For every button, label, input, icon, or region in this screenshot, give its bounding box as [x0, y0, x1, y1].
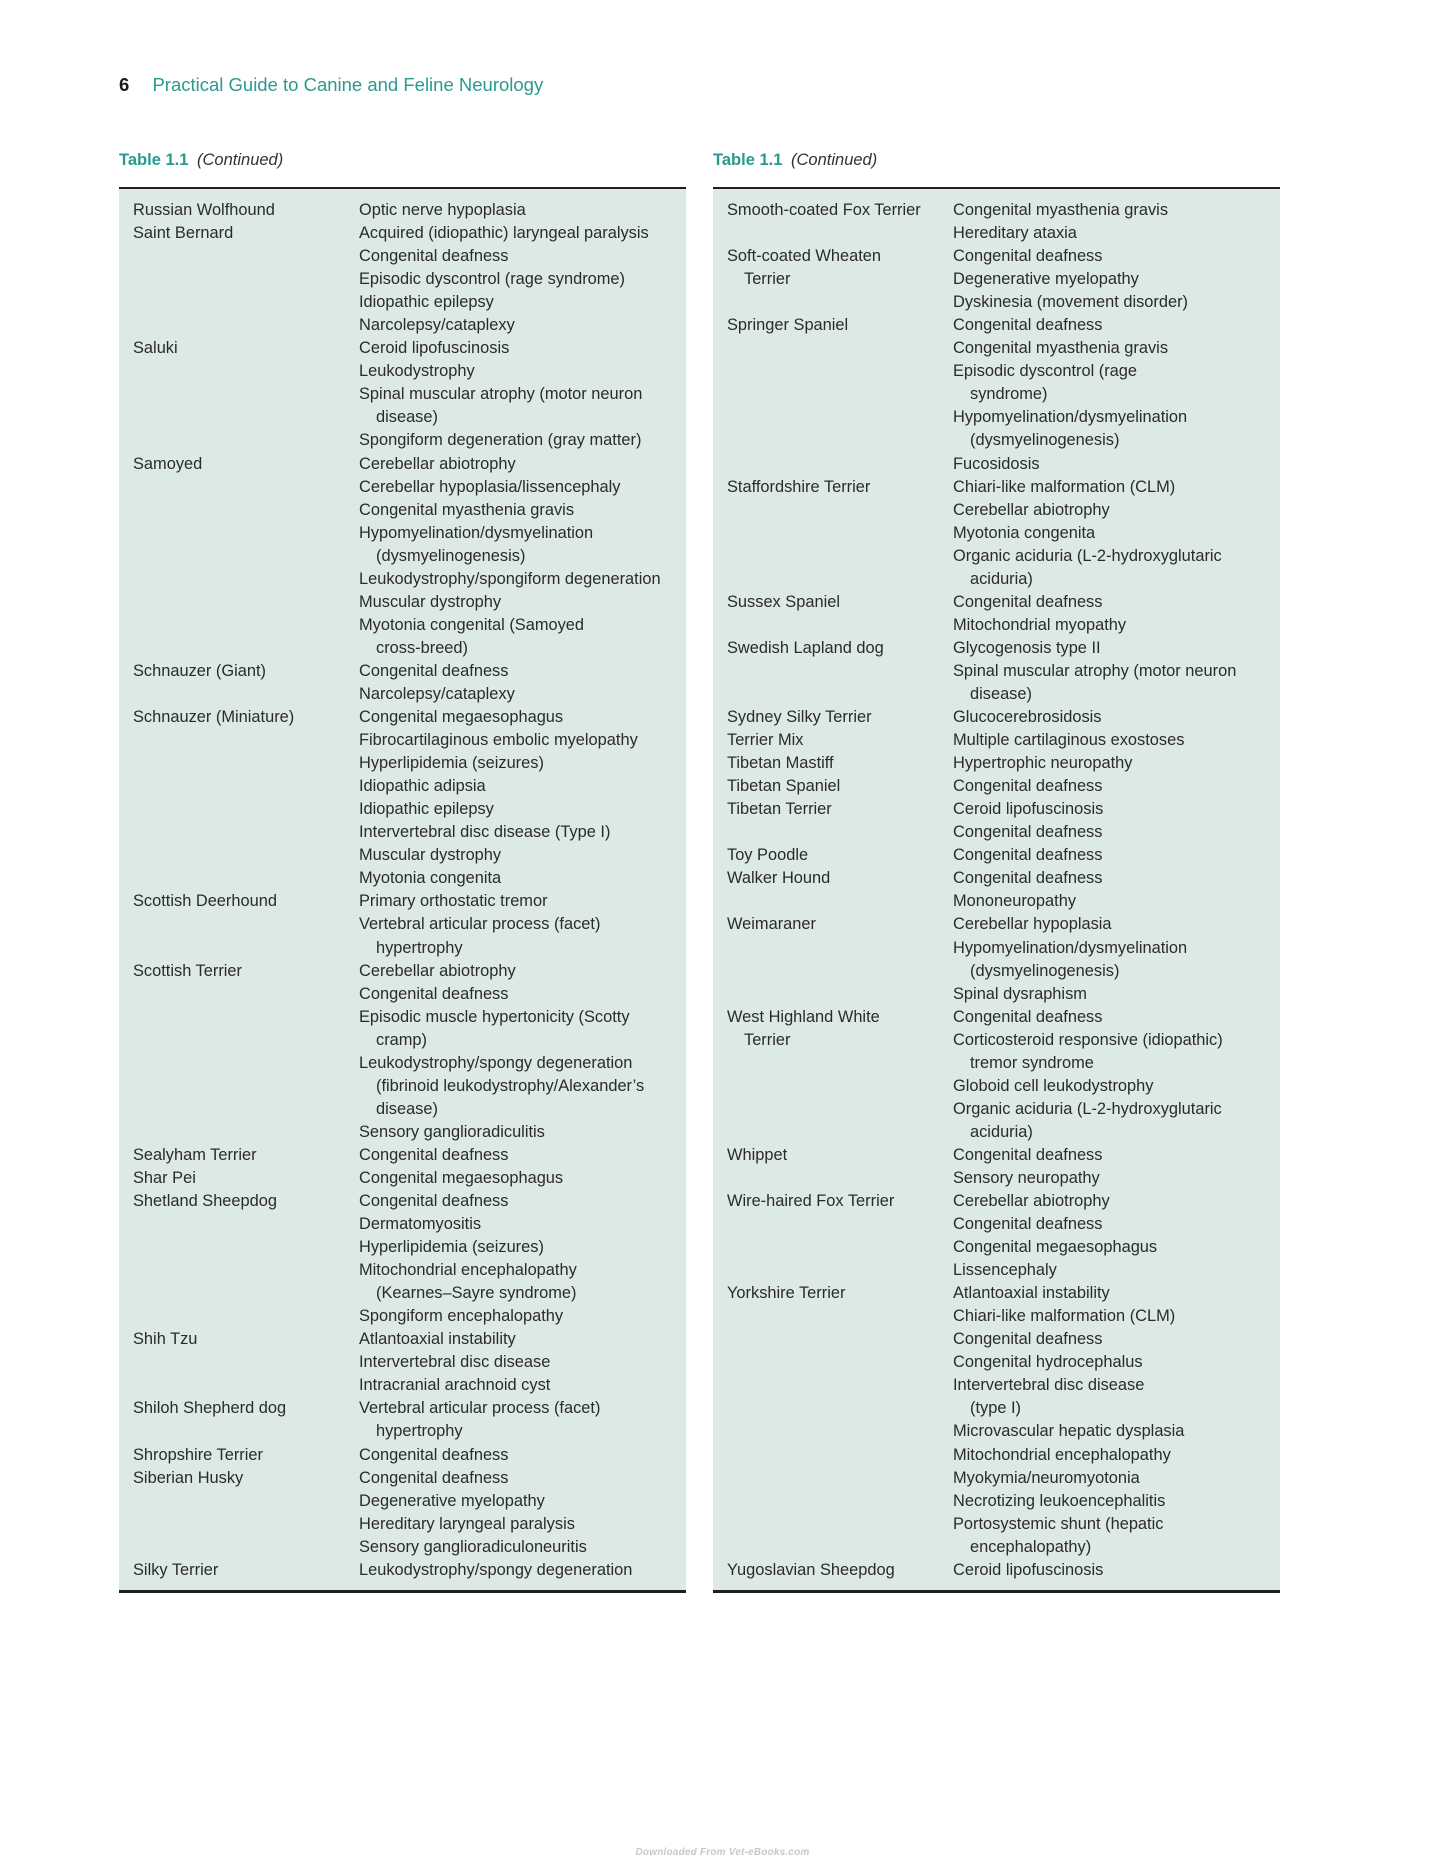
breed-line: Staffordshire Terrier: [727, 477, 871, 496]
disorder-line: Spongiform encephalopathy: [359, 1307, 564, 1326]
table-row: [119, 1190, 686, 1328]
breed-cell: [727, 798, 953, 821]
disorders-cell: [953, 844, 1266, 867]
breed-cell: [727, 245, 953, 291]
breed-cell: [133, 1397, 359, 1420]
disorder-line: (dysmyelinogenesis): [376, 546, 526, 565]
disorder-line: tremor syndrome: [970, 1053, 1094, 1072]
breed-cell: [727, 199, 953, 222]
disorder-line: Mononeuropathy: [953, 892, 1077, 911]
breed-line: Tibetan Spaniel: [727, 777, 841, 796]
breed-line: Walker Hound: [727, 869, 831, 888]
disorder-line: Congenital myasthenia gravis: [953, 201, 1169, 219]
breed-cell: [727, 476, 953, 499]
disorder-line: Organic aciduria (L-2-hydroxyglutaric: [953, 1099, 1222, 1118]
table-row: [119, 199, 686, 222]
breed-cell: [727, 1006, 953, 1052]
disorder-line: Glycogenosis type II: [953, 638, 1101, 657]
disorder-line: Idiopathic epilepsy: [359, 293, 494, 312]
table-row: [713, 1190, 1280, 1282]
table-row: [119, 660, 686, 706]
disorder-line: Hypertrophic neuropathy: [953, 754, 1133, 773]
disorder-line: Lissencephaly: [953, 1261, 1057, 1280]
breed-cell: [133, 199, 359, 222]
disorder-line: Episodic dyscontrol (rage syndrome): [359, 270, 626, 289]
disorder-line: Vertebral articular process (facet): [359, 1399, 601, 1418]
disorder-line: Myotonia congenita: [953, 523, 1096, 542]
disorders-cell: [359, 1467, 672, 1559]
disorders-cell: [953, 775, 1266, 798]
disorder-line: Ceroid lipofuscinosis: [359, 339, 510, 358]
disorder-line: Episodic muscle hypertonicity (Scotty: [359, 1007, 630, 1026]
breed-line: Sealyham Terrier: [133, 1145, 257, 1164]
disorders-cell: [953, 913, 1266, 1005]
disorder-line: Degenerative myelopathy: [953, 270, 1139, 289]
table-row: [119, 1328, 686, 1397]
disorder-line: Intervertebral disc disease: [953, 1376, 1145, 1395]
table-caption-label: Table 1.1: [119, 151, 189, 169]
breed-cell: [133, 706, 359, 729]
disorder-line: Cerebellar abiotrophy: [953, 500, 1110, 519]
breed-line: Schnauzer (Miniature): [133, 708, 295, 727]
breed-cell: [133, 453, 359, 476]
disorder-line: Leukodystrophy/spongy degeneration: [359, 1053, 633, 1072]
disorder-line: Congenital deafness: [359, 1468, 509, 1487]
disorder-line: Ceroid lipofuscinosis: [953, 1560, 1104, 1579]
breed-line: West Highland White: [727, 1007, 880, 1026]
disorders-cell: [953, 1559, 1266, 1582]
table-row: [119, 706, 686, 890]
disorder-line: Dyskinesia (movement disorder): [953, 293, 1189, 312]
disorder-line: Dermatomyositis: [359, 1215, 482, 1234]
disorder-line: Idiopathic adipsia: [359, 777, 486, 796]
breed-cell: [133, 960, 359, 983]
breed-line: Tibetan Mastiff: [727, 754, 834, 773]
disorders-cell: [953, 867, 1266, 913]
breed-cell: [133, 890, 359, 913]
book-title: Practical Guide to Canine and Feline Neurology: [152, 74, 544, 95]
disorder-line: Cerebellar hypoplasia/lissencephaly: [359, 477, 621, 496]
breed-line: Yorkshire Terrier: [727, 1284, 846, 1303]
breed-line: Sydney Silky Terrier: [727, 708, 872, 727]
disorder-line: Hypomyelination/dysmyelination: [953, 938, 1188, 957]
disorder-line: Necrotizing leukoencephalitis: [953, 1491, 1166, 1510]
disorder-line: Degenerative myelopathy: [359, 1491, 545, 1510]
disorder-line: Congenital deafness: [953, 869, 1103, 888]
table-row: [119, 1167, 686, 1190]
disorder-line: Congenital deafness: [953, 1007, 1103, 1026]
table-row: [713, 1559, 1280, 1582]
table-row: [713, 752, 1280, 775]
table-row: [713, 476, 1280, 591]
table-row: [119, 1397, 686, 1443]
disorder-line: Chiari-like malformation (CLM): [953, 477, 1176, 496]
breed-cell: [727, 1190, 953, 1213]
breed-cell: [133, 1559, 359, 1582]
table-caption: [119, 149, 686, 173]
disorders-cell: [953, 1190, 1266, 1282]
breed-line: Scottish Terrier: [133, 961, 243, 980]
disorder-line: Cerebellar hypoplasia: [953, 915, 1112, 934]
breed-cell: [727, 1282, 953, 1305]
disorder-line: Congenital hydrocephalus: [953, 1353, 1143, 1372]
disorder-line: Atlantoaxial instability: [359, 1330, 516, 1349]
disorder-line: Cerebellar abiotrophy: [359, 961, 516, 980]
disorders-cell: [953, 1282, 1266, 1559]
disorders-cell: [953, 729, 1266, 752]
disorder-line: Congenital megaesophagus: [359, 708, 564, 727]
breed-cell: [727, 314, 953, 337]
breed-line: Saluki: [133, 339, 178, 358]
disorder-line: Intervertebral disc disease (Type I): [359, 823, 611, 842]
breed-line: Yugoslavian Sheepdog: [727, 1560, 895, 1579]
disorder-line: Hereditary ataxia: [953, 224, 1077, 243]
disorder-line: Leukodystrophy/spongy degeneration: [359, 1560, 633, 1579]
table-caption: [713, 149, 1280, 173]
disorder-line: Optic nerve hypoplasia: [359, 201, 526, 219]
disorder-line: Myokymia/neuromyotonia: [953, 1468, 1140, 1487]
table-row: [713, 867, 1280, 913]
disorder-line: Cerebellar abiotrophy: [953, 1192, 1110, 1211]
disorders-cell: [359, 1397, 672, 1443]
disorder-line: Glucocerebrosidosis: [953, 708, 1102, 727]
disorders-cell: [359, 890, 672, 959]
disorder-line: Episodic dyscontrol (rage: [953, 362, 1138, 381]
table-row: [713, 199, 1280, 245]
breed-cell: [727, 867, 953, 890]
disorder-line: Spongiform degeneration (gray matter): [359, 431, 642, 450]
disorder-line: Myotonia congenita: [359, 869, 502, 888]
disorder-line: Hyperlipidemia (seizures): [359, 1238, 544, 1257]
disorder-line: Intracranial arachnoid cyst: [359, 1376, 551, 1395]
disorders-cell: [953, 637, 1266, 706]
breed-line: Smooth-coated Fox Terrier: [727, 201, 921, 219]
disorder-line: Hypomyelination/dysmyelination: [953, 408, 1188, 427]
disorder-line: hypertrophy: [376, 1422, 463, 1441]
disorder-line: Hyperlipidemia (seizures): [359, 754, 544, 773]
page-number: 6: [119, 74, 130, 95]
breed-line: Shih Tzu: [133, 1330, 198, 1349]
breed-line: Weimaraner: [727, 915, 816, 934]
breed-line: Terrier: [744, 270, 791, 289]
breed-line: Soft-coated Wheaten: [727, 247, 881, 266]
table-row: [713, 637, 1280, 706]
disorder-line: (fibrinoid leukodystrophy/Alexander’s: [376, 1076, 645, 1095]
breed-line: Springer Spaniel: [727, 316, 849, 335]
disorder-line: Congenital deafness: [359, 247, 509, 266]
breed-line: Toy Poodle: [727, 846, 809, 865]
disorder-line: Congenital deafness: [953, 1330, 1103, 1349]
disorder-line: Microvascular hepatic dysplasia: [953, 1422, 1185, 1441]
disorder-line: Fucosidosis: [953, 454, 1040, 473]
breed-line: Silky Terrier: [133, 1560, 219, 1579]
disorder-line: Muscular dystrophy: [359, 592, 502, 611]
disorder-line: Atlantoaxial instability: [953, 1284, 1110, 1303]
table-row: [713, 798, 1280, 844]
disorders-cell: [359, 1444, 672, 1467]
disorder-line: Globoid cell leukodystrophy: [953, 1076, 1154, 1095]
breed-line: Whippet: [727, 1145, 788, 1164]
disorders-cell: [953, 706, 1266, 729]
breed-cell: [727, 1144, 953, 1167]
disorder-line: Multiple cartilaginous exostoses: [953, 731, 1185, 750]
disorder-line: Congenital deafness: [359, 984, 509, 1003]
disorders-cell: [953, 199, 1266, 245]
disorders-cell: [359, 1190, 672, 1328]
disorder-line: (dysmyelinogenesis): [970, 961, 1120, 980]
breed-cell: [727, 706, 953, 729]
table-row: [119, 1144, 686, 1167]
disorder-line: encephalopathy): [970, 1537, 1092, 1556]
disorder-line: Muscular dystrophy: [359, 846, 502, 865]
disorder-line: Congenital deafness: [953, 846, 1103, 865]
disorder-line: Congenital deafness: [359, 1192, 509, 1211]
disorders-cell: [953, 752, 1266, 775]
disorders-cell: [359, 1144, 672, 1167]
disorder-line: Leukodystrophy/spongiform degeneration: [359, 569, 661, 588]
disorder-line: Congenital deafness: [953, 823, 1103, 842]
breed-cell: [727, 775, 953, 798]
disorders-cell: [953, 798, 1266, 844]
disorders-cell: [359, 199, 672, 222]
disorder-line: Sensory ganglioradiculitis: [359, 1122, 545, 1141]
breed-cell: [133, 1144, 359, 1167]
table-caption-label: Table 1.1: [713, 151, 783, 169]
disorder-line: Congenital deafness: [359, 1445, 509, 1464]
breed-line: Russian Wolfhound: [133, 201, 275, 219]
disorders-cell: [359, 337, 672, 452]
disorder-line: Vertebral articular process (facet): [359, 915, 601, 934]
breed-line: Shar Pei: [133, 1168, 196, 1187]
table-row: [119, 337, 686, 452]
disorder-line: Congenital myasthenia gravis: [359, 500, 575, 519]
disorder-line: Congenital deafness: [953, 247, 1103, 266]
table-row: [713, 729, 1280, 752]
table-row: [713, 245, 1280, 314]
table-row: [119, 1444, 686, 1467]
breed-line: Scottish Deerhound: [133, 892, 277, 911]
table-row: [119, 1559, 686, 1582]
disorder-line: Hereditary laryngeal paralysis: [359, 1514, 575, 1533]
disorder-line: disease): [376, 1099, 438, 1118]
table-row: [119, 453, 686, 660]
disorders-cell: [359, 706, 672, 890]
disorder-line: Primary orthostatic tremor: [359, 892, 548, 911]
disorder-line: Myotonia congenital (Samoyed: [359, 615, 585, 634]
disorders-cell: [359, 222, 672, 337]
table-row: [119, 1467, 686, 1559]
table-row: [713, 1282, 1280, 1559]
disorder-line: Acquired (idiopathic) laryngeal paralysis: [359, 224, 649, 243]
table-body: [119, 187, 686, 1593]
disorder-line: Congenital deafness: [953, 1145, 1103, 1164]
breed-line: Shiloh Shepherd dog: [133, 1399, 287, 1418]
disorder-line: Mitochondrial encephalopathy: [953, 1445, 1171, 1464]
table-row: [713, 844, 1280, 867]
disorder-line: Sensory ganglioradiculoneuritis: [359, 1537, 587, 1556]
disorders-cell: [359, 1559, 672, 1582]
disorders-cell: [359, 1328, 672, 1397]
disorder-line: Narcolepsy/cataplexy: [359, 316, 515, 335]
disorders-cell: [359, 960, 672, 1144]
table-row: [713, 591, 1280, 637]
breed-line: Sussex Spaniel: [727, 592, 840, 611]
disorder-line: Congenital megaesophagus: [359, 1168, 564, 1187]
breed-line: Terrier: [744, 1030, 791, 1049]
table-left: [119, 149, 686, 1593]
disorder-line: Chiari-like malformation (CLM): [953, 1307, 1176, 1326]
breed-line: Terrier Mix: [727, 731, 804, 750]
disorder-line: Congenital myasthenia gravis: [953, 339, 1169, 358]
disorder-line: Narcolepsy/cataplexy: [359, 684, 515, 703]
disorders-cell: [359, 453, 672, 660]
disorder-line: Portosystemic shunt (hepatic: [953, 1514, 1164, 1533]
disorder-line: Mitochondrial myopathy: [953, 615, 1127, 634]
disorder-line: Spinal dysraphism: [953, 984, 1087, 1003]
disorder-line: disease): [970, 684, 1032, 703]
disorder-line: Sensory neuropathy: [953, 1168, 1100, 1187]
disorders-cell: [953, 1006, 1266, 1144]
disorder-line: Idiopathic epilepsy: [359, 800, 494, 819]
disorder-line: Congenital deafness: [359, 1145, 509, 1164]
disorders-cell: [953, 476, 1266, 591]
disorders-cell: [359, 1167, 672, 1190]
disorder-line: aciduria): [970, 569, 1033, 588]
disorder-line: Organic aciduria (L-2-hydroxyglutaric: [953, 546, 1222, 565]
breed-cell: [727, 637, 953, 660]
breed-line: Shetland Sheepdog: [133, 1192, 278, 1211]
table-right: [713, 149, 1280, 1593]
breed-cell: [727, 591, 953, 614]
breed-line: Saint Bernard: [133, 224, 234, 243]
table-row: [119, 960, 686, 1144]
disorder-line: Congenital deafness: [359, 661, 509, 680]
table-body: [713, 187, 1280, 1593]
breed-cell: [727, 844, 953, 867]
disorder-line: (type I): [970, 1399, 1022, 1418]
table-row: [119, 222, 686, 337]
disorders-cell: [359, 660, 672, 706]
disorder-line: Congenital deafness: [953, 777, 1103, 796]
disorder-line: Mitochondrial encephalopathy: [359, 1261, 577, 1280]
disorder-line: aciduria): [970, 1122, 1033, 1141]
breed-cell: [727, 729, 953, 752]
breed-line: Swedish Lapland dog: [727, 638, 884, 657]
breed-cell: [133, 1467, 359, 1490]
disorders-cell: [953, 591, 1266, 637]
disorders-cell: [953, 314, 1266, 475]
disorder-line: cross-breed): [376, 638, 468, 657]
breed-line: Schnauzer (Giant): [133, 661, 267, 680]
disorder-line: Congenital deafness: [953, 1215, 1103, 1234]
breed-cell: [133, 660, 359, 683]
breed-line: Samoyed: [133, 454, 203, 473]
disorder-line: Intervertebral disc disease: [359, 1353, 551, 1372]
table-row: [119, 890, 686, 959]
footer-watermark: Downloaded From Vet-eBooks.com: [635, 1847, 810, 1858]
table-row: [713, 913, 1280, 1005]
disorder-line: disease): [376, 408, 438, 427]
disorder-line: (Kearnes–Sayre syndrome): [376, 1284, 577, 1303]
disorder-line: Congenital deafness: [953, 316, 1103, 335]
breed-line: Tibetan Terrier: [727, 800, 832, 819]
disorder-line: Spinal muscular atrophy (motor neuron: [359, 385, 643, 404]
disorder-line: Fibrocartilaginous embolic myelopathy: [359, 731, 638, 750]
disorder-line: Ceroid lipofuscinosis: [953, 800, 1104, 819]
breed-line: Siberian Husky: [133, 1468, 244, 1487]
disorders-cell: [953, 245, 1266, 314]
breed-line: Shropshire Terrier: [133, 1445, 263, 1464]
breed-cell: [727, 913, 953, 936]
breed-line: Wire-haired Fox Terrier: [727, 1192, 895, 1211]
disorder-line: Congenital deafness: [953, 592, 1103, 611]
table-caption-note: (Continued): [791, 151, 878, 169]
breed-cell: [133, 1167, 359, 1190]
disorder-line: hypertrophy: [376, 938, 463, 957]
disorder-line: Corticosteroid responsive (idiopathic): [953, 1030, 1223, 1049]
disorder-line: Congenital megaesophagus: [953, 1238, 1158, 1257]
breed-cell: [133, 1328, 359, 1351]
disorder-line: Leukodystrophy: [359, 362, 475, 381]
breed-cell: [727, 1559, 953, 1582]
table-row: [713, 1006, 1280, 1144]
disorders-cell: [953, 1144, 1266, 1190]
table-row: [713, 314, 1280, 475]
breed-cell: [133, 1190, 359, 1213]
breed-cell: [133, 337, 359, 360]
breed-cell: [133, 1444, 359, 1467]
running-header: [119, 73, 543, 97]
disorder-line: Spinal muscular atrophy (motor neuron: [953, 661, 1237, 680]
table-row: [713, 1144, 1280, 1190]
disorder-line: (dysmyelinogenesis): [970, 431, 1120, 450]
breed-cell: [727, 752, 953, 775]
table-row: [713, 775, 1280, 798]
disorder-line: cramp): [376, 1030, 427, 1049]
table-row: [713, 706, 1280, 729]
table-caption-note: (Continued): [197, 151, 284, 169]
disorder-line: syndrome): [970, 385, 1048, 404]
disorder-line: Hypomyelination/dysmyelination: [359, 523, 594, 542]
disorder-line: Cerebellar abiotrophy: [359, 454, 516, 473]
breed-cell: [133, 222, 359, 245]
